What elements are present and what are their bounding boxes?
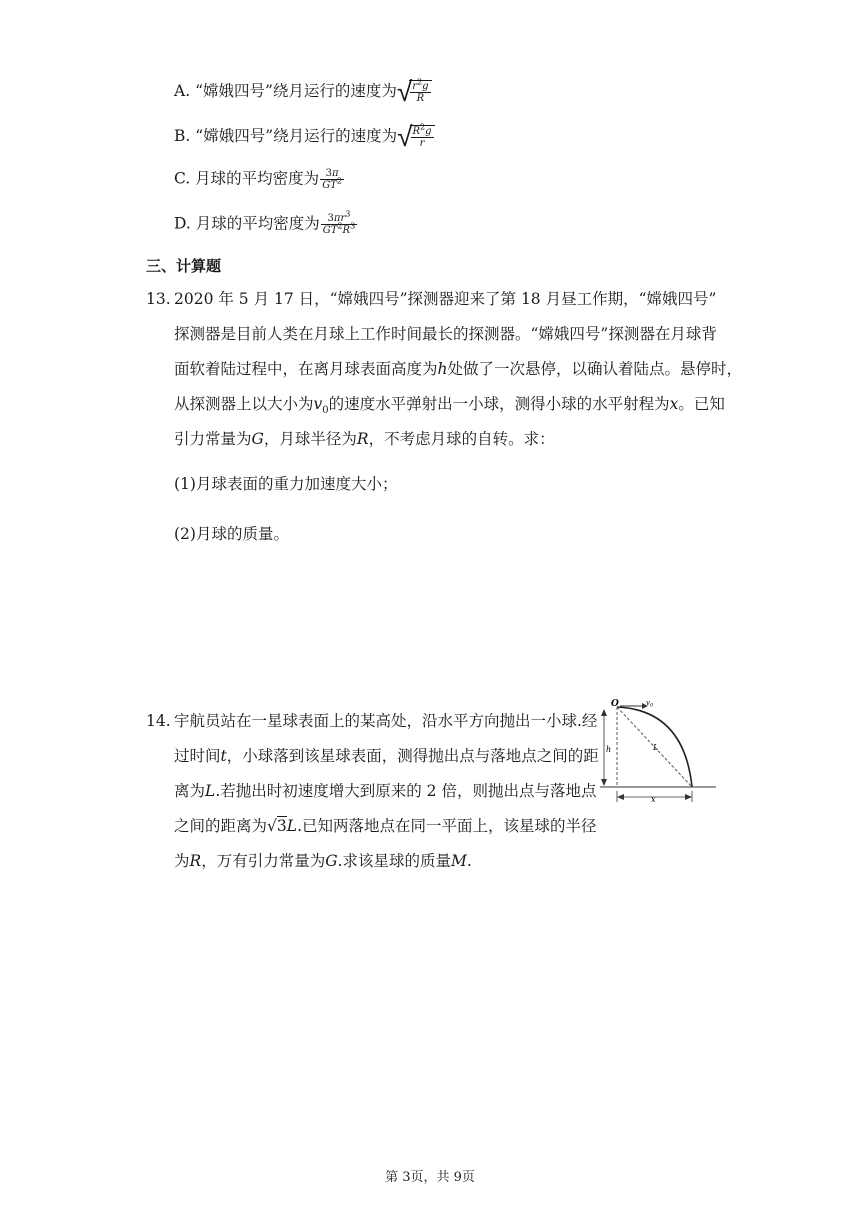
x-arrow-right <box>685 794 692 800</box>
q13-line-4-part-a: 从探测器上以大小为 <box>174 395 314 413</box>
option-b-text: “嫦娥四号”绕月运行的速度为 <box>195 127 398 145</box>
option-d-formula: $\frac{3\pi r^3}{GT^2R^3}$ <box>322 209 356 236</box>
q14-line-4 <box>174 816 597 836</box>
var-L: L <box>205 782 216 800</box>
q13-line-3-part-a: 面软着陆过程中，在离月球表面高度为 <box>174 360 438 378</box>
x-arrow-left <box>617 794 624 800</box>
q13-line-3 <box>174 359 742 379</box>
option-a-label: A. <box>174 82 191 100</box>
section-title: 三、计算题 <box>146 257 222 275</box>
q14-line-5-part-a: 为 <box>174 852 190 870</box>
h-arrow-up <box>601 709 607 716</box>
q14-line-3 <box>174 781 596 801</box>
q14-line-3-part-b: .若抛出时初速度增大到原来的 2 倍，则抛出点与落地点 <box>215 782 597 800</box>
option-d-text: 月球的平均密度为 <box>195 214 320 233</box>
q14-line-4-part-b: .已知两落地点在同一平面上，该星球的半径 <box>297 817 597 835</box>
q14-line-5-part-c: .求该星球的质量 <box>337 852 452 870</box>
var-h: h <box>437 360 448 378</box>
q13-line-5-part-c: ，不考虑月球的自转。求： <box>368 430 555 448</box>
option-b-label: B. <box>174 127 191 145</box>
q14-line-2-part-b: ，小球落到该星球表面，测得抛出点与落地点之间的距 <box>226 747 599 765</box>
q14-line-1: 宇航员站在一星球表面上的某高处，沿水平方向抛出一小球.经 <box>174 712 598 730</box>
q14-line-5-part-b: ，万有引力常量为 <box>201 852 326 870</box>
projectile-figure <box>596 698 720 806</box>
label-O: O <box>611 699 619 709</box>
label-v0: $v_0$ <box>646 699 654 709</box>
q13-line-4: 从探测器上以大小为$v_0$的速度水平弹射出一小球，测得小球的水平射程为x。已知 <box>174 395 725 417</box>
var-G2: G <box>325 852 338 870</box>
label-x: x <box>651 795 656 804</box>
q14-line-5-part-d: . <box>466 852 472 870</box>
q14-line-2 <box>174 746 599 766</box>
var-M: M <box>451 852 467 870</box>
option-d <box>174 209 358 236</box>
q13-line-3-part-b: 处做了一次悬停，以确认着陆点。悬停时， <box>447 360 743 378</box>
q13-line-2: 探测器是目前人类在月球上工作时间最长的探测器。“嫦娥四号”探测器在月球背 <box>174 325 717 343</box>
option-b <box>174 120 435 153</box>
q13-line-1: 2020 年 5 月 17 日，“嫦娥四号”探测器迎来了第 18 月昼工作期，“嫦娥四号” <box>174 290 717 308</box>
q14-number: 14. <box>146 712 171 730</box>
var-v0: v <box>313 395 323 413</box>
option-c-text: 月球的平均密度为 <box>195 169 320 188</box>
var-G: G <box>251 430 264 448</box>
var-x: x <box>669 395 679 413</box>
sqrt3-L: √3L <box>267 817 298 835</box>
page-footer: 第 3页，共 9页 <box>385 1170 475 1185</box>
q13-line-4-part-b: 的速度水平弹射出一小球，测得小球的水平射程为 <box>328 395 670 413</box>
var-t: t <box>220 747 227 765</box>
option-c-label: C. <box>174 169 191 188</box>
q13-sub-1: (1)月球表面的重力加速度大小； <box>174 475 398 493</box>
q13-sub-2: (2)月球的质量。 <box>174 525 289 543</box>
h-arrow-down <box>601 779 607 786</box>
option-c <box>174 168 345 191</box>
label-L: L <box>653 743 659 752</box>
q13-line-5-part-b: ，月球半径为 <box>263 430 357 448</box>
q13-line-5 <box>174 429 555 449</box>
option-a-text: “嫦娥四号”绕月运行的速度为 <box>195 82 397 100</box>
label-h: h <box>606 745 612 754</box>
q13-line-5-part-a: 引力常量为 <box>174 430 252 448</box>
q14-line-5 <box>174 851 472 871</box>
option-a <box>174 75 432 108</box>
q13-line-4-part-c: 。已知 <box>678 395 725 413</box>
option-d-label: D. <box>174 214 191 233</box>
var-R: R <box>356 430 369 448</box>
q14-line-3-part-a: 离为 <box>174 782 206 800</box>
q13-number: 13. <box>146 290 171 308</box>
option-c-formula: $\frac{3\pi}{GT^2}$ <box>322 168 342 191</box>
option-b-formula: √ $\frac{R^2g}{r}$ <box>397 123 434 151</box>
q14-line-4-part-a: 之间的距离为 <box>174 817 268 835</box>
q14-line-2-part-a: 过时间 <box>174 747 221 765</box>
var-R2: R <box>189 852 202 870</box>
option-a-formula: √ $\frac{r^2g}{R}$ <box>397 78 432 106</box>
